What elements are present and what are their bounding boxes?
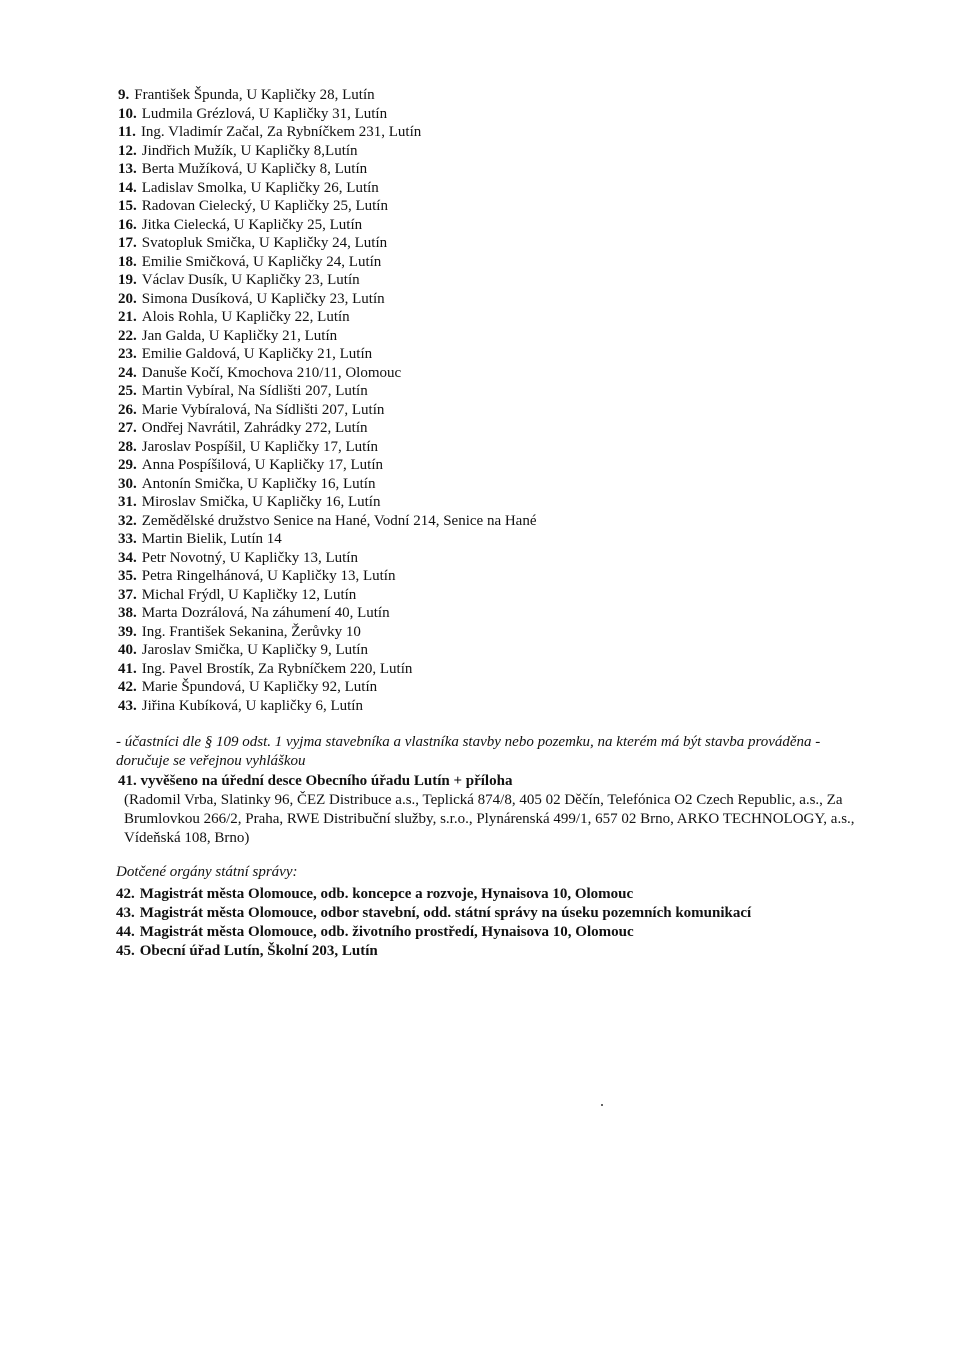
list-item: [118, 549, 878, 568]
item-text: Michal Frýdl, U Kapličky 12, Lutín: [141, 586, 357, 603]
item-number: 43.: [118, 697, 137, 714]
list-item: [116, 923, 856, 942]
item-number: 45.: [116, 943, 135, 959]
item-text: Ing. Vladimír Začal, Za Rybníčkem 231, Lutín: [140, 124, 422, 140]
item-number: 16.: [118, 216, 137, 233]
item-number: 42.: [118, 679, 137, 695]
item-text: Jiřina Kubíková, U kapličky 6, Lutín: [141, 697, 363, 714]
list-item: [118, 530, 878, 549]
item-text: Svatopluk Smička, U Kapličky 24, Lutín: [141, 235, 388, 251]
item-text: Jaroslav Pospíšil, U Kapličky 17, Lutín: [141, 438, 378, 455]
item-text: Jaroslav Smička, U Kapličky 9, Lutín: [141, 642, 368, 658]
participants-note: - účastníci dle § 109 odst. 1 vyjma stavebníka a vlastníka stavby nebo pozemku, na kterém má být stavba prováděna - doručuje se veřejnou vyhláškou: [116, 734, 821, 769]
item-number: 20.: [118, 290, 137, 307]
organs-list: [116, 885, 856, 961]
item-number: 27.: [118, 420, 137, 436]
item-text: Anna Pospíšilová, U Kapličky 17, Lutín: [141, 457, 383, 473]
item-text: Petr Novotný, U Kapličky 13, Lutín: [141, 549, 358, 566]
list-item: [118, 142, 878, 161]
item-number: 24.: [118, 364, 137, 381]
list-item: [118, 271, 878, 290]
item-number: 32.: [118, 512, 137, 529]
list-item: [118, 179, 878, 198]
item-text: Jindřich Mužík, U Kapličky 8,Lutín: [141, 142, 358, 159]
item-text: Václav Dusík, U Kapličky 23, Lutín: [141, 272, 360, 288]
item-number: 37.: [118, 586, 137, 603]
item-text: Berta Mužíková, U Kapličky 8, Lutín: [141, 161, 368, 177]
item-number: 22.: [118, 327, 137, 344]
item-number: 13.: [118, 161, 137, 177]
list-item: [118, 475, 878, 494]
item-text: Emilie Galdová, U Kapličky 21, Lutín: [141, 346, 373, 362]
item-number: 25.: [118, 383, 137, 399]
item-number: 18.: [118, 253, 137, 270]
item-number: 17.: [118, 235, 137, 251]
list-item: [118, 86, 878, 105]
list-item: [118, 586, 878, 605]
item-text: Marie Vybíralová, Na Sídlišti 207, Lutín: [141, 401, 385, 418]
item-text: Radovan Cielecký, U Kapličky 25, Lutín: [141, 198, 388, 214]
item-text: Jitka Cielecká, U Kapličky 25, Lutín: [141, 216, 363, 233]
posting-heading: 41. vyvěšeno na úřední desce Obecního úřadu Lutín + příloha: [118, 773, 513, 789]
item-number: 41.: [118, 660, 137, 677]
item-number: 40.: [118, 642, 137, 658]
item-number: 10.: [118, 105, 137, 122]
item-text: Marie Špundová, U Kapličky 92, Lutín: [141, 679, 378, 695]
scan-speck: [601, 1104, 603, 1106]
item-text: Alois Rohla, U Kapličky 22, Lutín: [141, 309, 350, 325]
item-number: 35.: [118, 568, 137, 584]
item-number: 26.: [118, 401, 137, 418]
item-number: 29.: [118, 457, 137, 473]
item-number: 34.: [118, 549, 137, 566]
list-item: [118, 327, 878, 346]
list-item: [118, 123, 878, 142]
item-text: Ladislav Smolka, U Kapličky 26, Lutín: [141, 179, 379, 196]
item-text: Marta Dozrálová, Na záhumení 40, Lutín: [141, 605, 390, 621]
item-number: 33.: [118, 531, 137, 547]
item-text: Miroslav Smička, U Kapličky 16, Lutín: [141, 494, 381, 510]
list-item: [116, 904, 856, 923]
list-item: [118, 456, 878, 475]
list-item: [118, 419, 878, 438]
list-item: [118, 308, 878, 327]
list-item: [118, 160, 878, 179]
posting-recipients: (Radomil Vrba, Slatinky 96, ČEZ Distribuce a.s., Teplická 874/8, 405 02 Děčín, Telefónica O2 Czech Republic, a.s., Za Brumlovkou 266/2, Praha, RWE Distribuční služby, s.r.o., Plynárenská 499/1, 657 02 Brno, ARKO TECHNOLOGY, a.s., Vídeňská 108, Brno): [124, 792, 855, 846]
list-item: [118, 105, 878, 124]
item-text: Simona Dusíková, U Kapličky 23, Lutín: [141, 290, 385, 307]
item-number: 11.: [118, 124, 136, 140]
item-number: 30.: [118, 475, 137, 492]
item-text: Ludmila Grézlová, U Kapličky 31, Lutín: [141, 105, 388, 122]
item-text: Magistrát města Olomouce, odbor stavební, odd. státní správy na úseku pozemních komunikací: [139, 905, 752, 921]
item-number: 23.: [118, 346, 137, 362]
item-text: Martin Vybíral, Na Sídlišti 207, Lutín: [141, 383, 368, 399]
item-text: Danuše Kočí, Kmochova 210/11, Olomouc: [141, 364, 402, 381]
list-item: [116, 942, 856, 961]
list-item: [118, 438, 878, 457]
item-number: 15.: [118, 198, 137, 214]
list-item: [118, 364, 878, 383]
item-text: Petra Ringelhánová, U Kapličky 13, Lutín: [141, 568, 396, 584]
item-number: 21.: [118, 309, 137, 325]
item-text: Ing. František Sekanina, Žerůvky 10: [141, 623, 361, 640]
list-item: [118, 678, 878, 697]
item-text: Magistrát města Olomouce, odb. životního prostředí, Hynaisova 10, Olomouc: [139, 924, 634, 940]
list-item: [118, 253, 878, 272]
list-item: [118, 623, 878, 642]
item-number: 44.: [116, 924, 135, 940]
item-number: 43.: [116, 905, 135, 921]
list-item: [118, 197, 878, 216]
list-item: [118, 216, 878, 235]
list-item: [116, 885, 856, 904]
list-item: [118, 512, 878, 531]
item-number: 14.: [118, 179, 137, 196]
item-text: Magistrát města Olomouce, odb. koncepce a rozvoje, Hynaisova 10, Olomouc: [139, 886, 634, 902]
item-number: 9.: [118, 87, 130, 103]
list-item: [118, 567, 878, 586]
list-item: [118, 697, 878, 716]
item-text: František Špunda, U Kapličky 28, Lutín: [134, 87, 375, 103]
item-text: Zemědělské družstvo Senice na Hané, Vodní 214, Senice na Hané: [141, 512, 537, 529]
item-number: 12.: [118, 142, 137, 159]
posting-section: [118, 772, 858, 848]
item-number: 39.: [118, 623, 137, 640]
list-item: [118, 604, 878, 623]
item-number: 38.: [118, 605, 137, 621]
item-text: Antonín Smička, U Kapličky 16, Lutín: [141, 475, 376, 492]
list-item: [118, 401, 878, 420]
item-text: Emilie Smičková, U Kapličky 24, Lutín: [141, 253, 382, 270]
list-item: [118, 345, 878, 364]
item-text: Ing. Pavel Brostík, Za Rybníčkem 220, Lutín: [141, 660, 413, 677]
item-text: Jan Galda, U Kapličky 21, Lutín: [141, 327, 338, 344]
item-text: Martin Bielik, Lutín 14: [141, 531, 282, 547]
list-item: [118, 290, 878, 309]
organs-title: Dotčené orgány státní správy:: [116, 864, 298, 880]
list-item: [118, 493, 878, 512]
item-number: 42.: [116, 886, 135, 902]
item-text: Obecní úřad Lutín, Školní 203, Lutín: [139, 943, 378, 959]
item-number: 28.: [118, 438, 137, 455]
list-item: [118, 382, 878, 401]
item-text: Ondřej Navrátil, Zahrádky 272, Lutín: [141, 420, 368, 436]
list-item: [118, 660, 878, 679]
item-number: 31.: [118, 494, 137, 510]
item-number: 19.: [118, 272, 137, 288]
list-item: [118, 234, 878, 253]
recipients-list: [118, 86, 878, 715]
list-item: [118, 641, 878, 660]
